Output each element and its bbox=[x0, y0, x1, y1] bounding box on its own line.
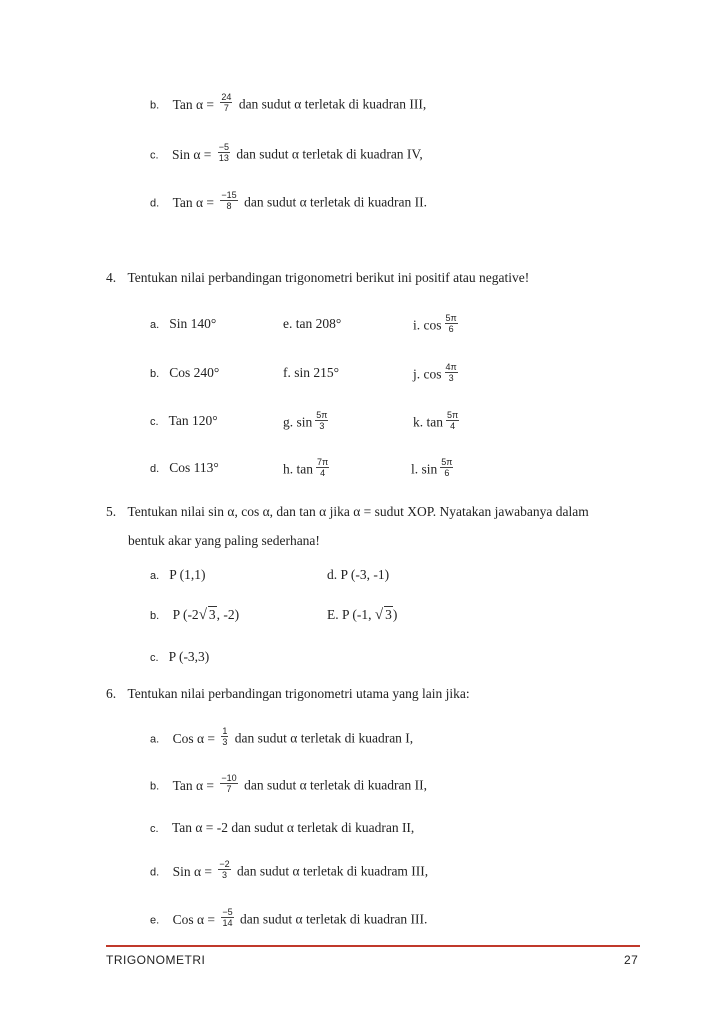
fraction bbox=[316, 457, 329, 478]
item-label: b. bbox=[150, 610, 160, 622]
item-label: c. bbox=[150, 149, 159, 162]
radical-icon: √ bbox=[198, 607, 207, 623]
item-text: P (1,1) bbox=[169, 567, 206, 582]
fraction-denominator: 3 bbox=[222, 737, 228, 747]
fraction-numerator: 24 bbox=[221, 92, 232, 102]
question-text: Tentukan nilai perbandingan trigonometri utama yang lain jika: bbox=[127, 686, 470, 701]
q4-item-d bbox=[150, 460, 219, 476]
fraction-numerator: 4π bbox=[445, 362, 457, 372]
item-prefix: Sin α = bbox=[172, 863, 213, 879]
footer-divider bbox=[106, 945, 640, 947]
fraction-denominator: 4 bbox=[320, 468, 326, 478]
q4-item-e bbox=[283, 316, 341, 332]
q3-item-b bbox=[150, 92, 427, 116]
item-prefix: Sin α = bbox=[171, 146, 212, 162]
q6-item-e bbox=[150, 907, 428, 931]
q4-item-i bbox=[413, 313, 461, 337]
item-label: e. bbox=[150, 914, 160, 927]
item-label: c. bbox=[150, 823, 159, 835]
q5-item-c bbox=[150, 649, 209, 665]
q4-item-h bbox=[283, 457, 332, 481]
item-text: h. tan bbox=[283, 461, 313, 477]
item-prefix: Cos α = bbox=[172, 730, 216, 746]
q5-item-a bbox=[150, 567, 205, 583]
q4-item-f bbox=[283, 365, 339, 381]
q6-item-b bbox=[150, 773, 427, 797]
fraction-numerator: −15 bbox=[221, 190, 237, 200]
item-label: c. bbox=[150, 416, 159, 428]
fraction-numerator: 7π bbox=[317, 457, 329, 467]
item-label: d. bbox=[150, 866, 160, 879]
question-number: 6. bbox=[106, 686, 117, 701]
fraction bbox=[440, 457, 453, 478]
item-prefix: E. P (-1, bbox=[327, 607, 375, 622]
q4-item-l bbox=[411, 457, 456, 481]
fraction bbox=[221, 907, 233, 928]
fraction-denominator: 3 bbox=[319, 421, 325, 431]
item-text: k. tan bbox=[413, 414, 443, 430]
radicand: 3 bbox=[385, 607, 392, 622]
item-label: b. bbox=[150, 780, 160, 793]
question-text: Tentukan nilai perbandingan trigonometri berikut ini positif atau negative! bbox=[127, 270, 530, 285]
q4-item-k bbox=[413, 410, 462, 434]
item-text: f. sin 215° bbox=[283, 365, 340, 380]
fraction bbox=[220, 773, 237, 794]
fraction-numerator: 5π bbox=[445, 313, 457, 323]
question-6 bbox=[106, 686, 470, 702]
item-suffix: dan sudut α terletak di kuadran II, bbox=[244, 777, 427, 793]
fraction-numerator: −5 bbox=[222, 907, 233, 917]
item-prefix: P (-2 bbox=[172, 607, 199, 622]
item-suffix: dan sudut α terletak di kuadran IV, bbox=[236, 146, 423, 162]
q6-item-c bbox=[150, 820, 414, 836]
item-text: j. cos bbox=[413, 366, 442, 382]
fraction bbox=[220, 190, 237, 211]
item-label: a. bbox=[150, 570, 160, 582]
item-label: b. bbox=[150, 368, 160, 380]
item-text: Cos 113° bbox=[169, 460, 219, 475]
fraction-denominator: 3 bbox=[222, 870, 228, 880]
q6-item-d bbox=[150, 859, 429, 883]
q4-item-j bbox=[413, 362, 461, 386]
item-text: g. sin bbox=[283, 414, 313, 430]
q3-item-d bbox=[150, 190, 427, 214]
item-suffix: dan sudut α terletak di kuadran III. bbox=[240, 911, 428, 927]
fraction bbox=[445, 362, 458, 383]
q4-item-a bbox=[150, 316, 216, 332]
item-label: b. bbox=[150, 99, 160, 112]
q5-item-b bbox=[150, 606, 239, 624]
fraction-numerator: −2 bbox=[219, 859, 230, 869]
fraction-denominator: 3 bbox=[448, 373, 454, 383]
fraction-denominator: 4 bbox=[450, 421, 456, 431]
q4-item-c bbox=[150, 413, 218, 429]
item-prefix: Tan α = bbox=[172, 96, 215, 112]
fraction-denominator: 6 bbox=[448, 324, 454, 334]
page-number: 27 bbox=[624, 953, 639, 967]
item-label: c. bbox=[150, 652, 159, 664]
fraction bbox=[315, 410, 328, 431]
item-label: a. bbox=[150, 319, 160, 331]
fraction-numerator: 5π bbox=[447, 410, 459, 420]
q6-item-a bbox=[150, 726, 414, 750]
footer-title: TRIGONOMETRI bbox=[106, 953, 206, 967]
item-text: l. sin bbox=[411, 461, 438, 477]
question-number: 5. bbox=[106, 504, 117, 519]
item-suffix: dan sudut α terletak di kuadran II. bbox=[244, 194, 427, 210]
fraction-denominator: 14 bbox=[222, 918, 233, 928]
question-4 bbox=[106, 270, 529, 286]
radicand: 3 bbox=[208, 607, 216, 622]
fraction bbox=[218, 859, 230, 880]
fraction-numerator: −5 bbox=[218, 142, 230, 152]
fraction-numerator: −10 bbox=[221, 773, 237, 783]
radical-icon: √ bbox=[374, 607, 384, 623]
fraction-numerator: 5π bbox=[316, 410, 328, 420]
fraction bbox=[221, 726, 228, 747]
item-suffix: dan sudut α terletak di kuadran I, bbox=[234, 730, 414, 746]
item-text: Tan 120° bbox=[168, 413, 218, 428]
q3-item-c bbox=[150, 142, 423, 166]
item-text: i. cos bbox=[413, 317, 442, 333]
item-label: d. bbox=[150, 197, 160, 210]
item-suffix: ) bbox=[392, 607, 398, 622]
fraction-numerator: 5π bbox=[441, 457, 453, 467]
item-text: P (-3,3) bbox=[168, 649, 210, 664]
item-text: Cos 240° bbox=[169, 365, 220, 380]
q4-item-g bbox=[283, 410, 331, 434]
fraction-denominator: 13 bbox=[218, 153, 229, 163]
fraction bbox=[445, 313, 458, 334]
item-label: a. bbox=[150, 733, 160, 746]
item-suffix: dan sudut α terletak di kuadram III, bbox=[237, 863, 429, 879]
q4-item-b bbox=[150, 365, 219, 381]
item-prefix: Tan α = bbox=[172, 777, 215, 793]
item-text: Tan α = -2 dan sudut α terletak di kuadran II, bbox=[171, 820, 415, 835]
fraction bbox=[218, 142, 230, 163]
question-5-line2: bentuk akar yang paling sederhana! bbox=[128, 533, 320, 548]
fraction-denominator: 8 bbox=[226, 201, 232, 211]
fraction-denominator: 7 bbox=[223, 103, 229, 113]
q5-item-d: d. P (-3, -1) bbox=[327, 567, 390, 582]
item-suffix: , -2) bbox=[216, 607, 240, 622]
item-prefix: Cos α = bbox=[172, 911, 216, 927]
fraction-denominator: 6 bbox=[444, 468, 450, 478]
question-5 bbox=[106, 504, 589, 520]
question-text-line1: Tentukan nilai sin α, cos α, dan tan α jika α = sudut XOP. Nyatakan jawabanya dalam bbox=[127, 504, 589, 519]
fraction bbox=[446, 410, 459, 431]
item-label: d. bbox=[150, 463, 160, 475]
item-text: Sin 140° bbox=[169, 316, 217, 331]
question-number: 4. bbox=[106, 270, 117, 285]
fraction-denominator: 7 bbox=[226, 784, 232, 794]
item-prefix: Tan α = bbox=[172, 194, 215, 210]
fraction-numerator: 1 bbox=[222, 726, 228, 736]
fraction bbox=[220, 92, 232, 113]
item-text: e. tan 208° bbox=[283, 316, 342, 331]
item-suffix: dan sudut α terletak di kuadran III, bbox=[238, 96, 427, 112]
q5-item-e bbox=[327, 606, 397, 624]
